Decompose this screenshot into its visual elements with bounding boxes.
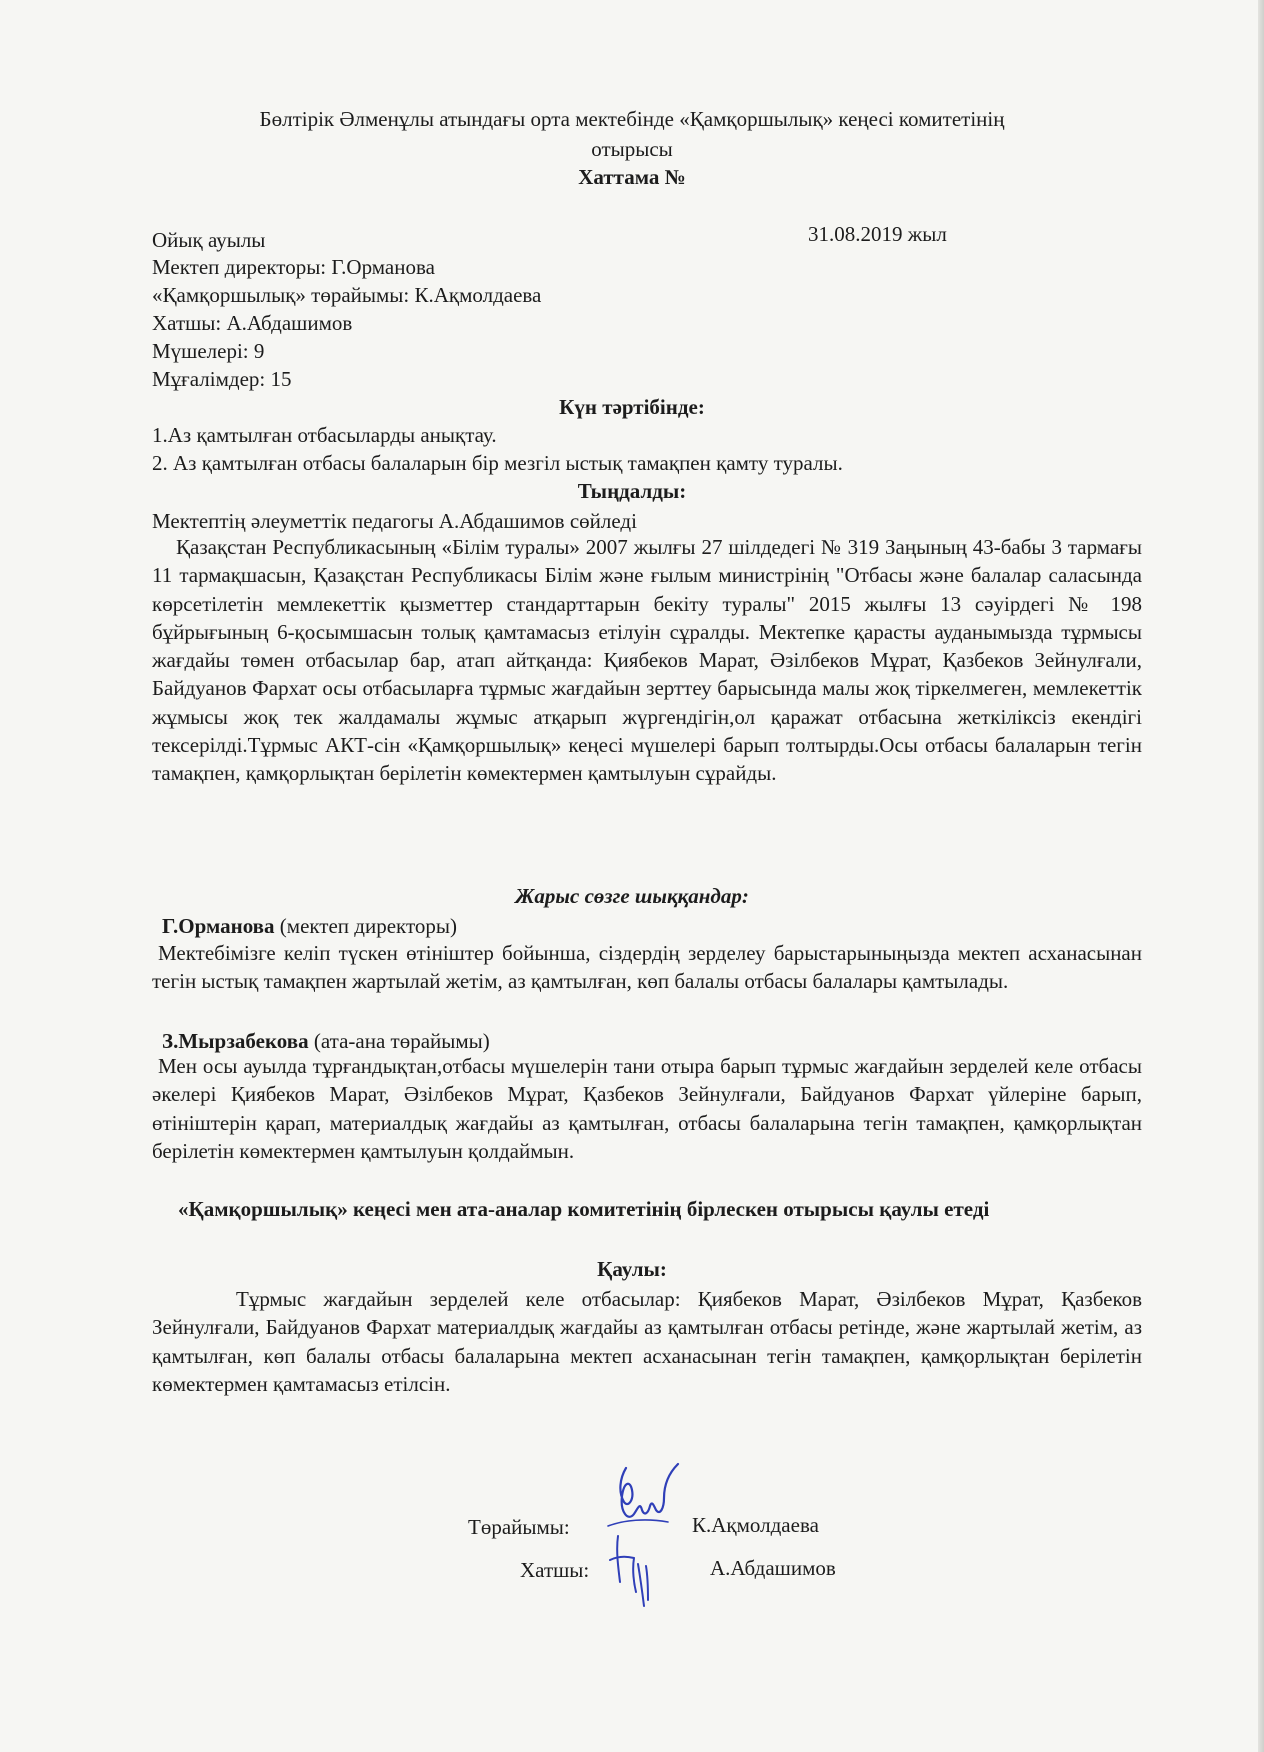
decision-body — [152, 1285, 1142, 1398]
secretary-signature-label: Хатшы: — [520, 1558, 590, 1582]
protocol-number: Хаттама № — [578, 165, 686, 189]
listened-speaker: Мектептің әлеуметтік педагогы А.Абдашимов сөйледі — [152, 509, 637, 533]
agenda-item-1: 1.Аз қамтылған отбасыларды анықтау. — [152, 423, 497, 447]
speaker1-body — [152, 939, 1142, 996]
chair-signature-name: К.Ақмолдаева — [692, 1513, 819, 1537]
meeting-date: 31.08.2019 жыл — [808, 222, 947, 246]
secretary-signature-name: А.Абдашимов — [710, 1556, 836, 1580]
speaker1-name: Г.Орманова — [162, 914, 275, 938]
debate-heading: Жарыс сөзге шыққандар: — [515, 884, 749, 908]
village: Ойық ауылы — [152, 228, 266, 252]
members-line: Мүшелері: 9 — [152, 339, 265, 363]
listened-body — [152, 533, 1142, 788]
speaker1-role: (мектеп директоры) — [274, 914, 457, 938]
speaker2-body — [152, 1052, 1142, 1165]
decision-text: Тұрмыс жағдайын зерделей келе отбасылар: Қиябеков Марат, Әзілбеков Мұрат, Қазбеков Зейнулғали, Байдуанов Фархат материалдық жағдайы аз қамтылған отбасы ретінде, және жартылай жетім, аз қамтылған, көп балалы отбасы балаларына мектеп асханасынан тегін тамақпен, қамқорлықтан берілетін көмектермен қамтамасыз етілсін. — [152, 1287, 1142, 1396]
listened-heading: Тыңдалды: — [577, 479, 687, 503]
agenda-item-2: 2. Аз қамтылған отбасы балаларын бір мезгіл ыстық тамақпен қамту туралы. — [152, 451, 843, 475]
chair-line: «Қамқоршылық» төрайымы: К.Ақмолдаева — [152, 283, 542, 307]
listened-paragraph: Қазақстан Республикасының «Білім туралы» 2007 жылғы 27 шілдедегі № 319 Заңының 43-бабы 3 тармағы 11 тармақшасын, Қазақстан Республикасы Білім және ғылым министрінің "Отбасы және балалар саласында көрсетілетін мемлекеттік қызметтер стандарттарын бекіту туралы" 2015 жылғы 13 сәуірдегі № 198 бұйрығының 6-қосымшасын толық қамтамасыз етілуін сұралды. Мектепке қарасты ауданымызда тұрмысы жағдайы төмен отбасылар бар, атап айтқанда: Қиябеков Марат, Әзілбеков Мұрат, Қазбеков Зейнулғали, Байдуанов Фархат осы отбасыларға тұрмыс жағдайын зерттеу барысында малы жоқ тіркелмеген, мемлекеттік жұмысы жоқ тек жалдамалы жұмыс атқарып жүргендігін,ол қаражат отбасына жеткіліксіз екендігі тексерілді.Тұрмыс АКТ-сін «Қамқоршылық» кеңесі мүшелері барып толтырды.Осы отбасы балаларын тегін тамақпен, қамқорлықтан берілетін көмектермен қамтылуын сұрайды. — [152, 535, 1142, 786]
teachers-line: Мұғалімдер: 15 — [152, 367, 292, 391]
resolution-intro-block — [152, 1195, 1142, 1224]
resolution-intro: «Қамқоршылық» кеңесі мен ата-аналар комитетінің бірлескен отырысы қаулы етеді — [178, 1197, 990, 1221]
decision-heading: Қаулы: — [597, 1257, 667, 1281]
secretary-signature-mark — [604, 1530, 664, 1610]
speaker1-header — [162, 913, 457, 939]
scan-edge — [1258, 0, 1264, 1752]
document-title-line1: Бөлтірік Әлменұлы атындағы орта мектебінде «Қамқоршылық» кеңесі комитетінің — [259, 107, 1005, 131]
director-line: Мектеп директоры: Г.Орманова — [152, 255, 435, 279]
speaker2-role: (ата-ана төрайымы) — [308, 1029, 490, 1053]
secretary-line: Хатшы: А.Абдашимов — [152, 311, 353, 335]
speaker2-name: З.Мырзабекова — [162, 1029, 309, 1053]
document-title-line2: отырысы — [591, 137, 673, 161]
speaker1-text: Мектебімізге келіп түскен өтініштер бойынша, сіздердің зерделеу барыстарыныңызда мектеп асханасынан тегін ыстық тамақпен жартылай жетім, аз қамтылған, көп балалы отбасы балалары қамтылады. — [152, 941, 1142, 994]
agenda-heading: Күн тәртібінде: — [559, 395, 705, 419]
speaker2-header — [162, 1028, 490, 1054]
chair-signature-label: Төрайымы: — [468, 1515, 570, 1539]
speaker2-text: Мен осы ауылда тұрғандықтан,отбасы мүшелерін тани отыра барып тұрмыс жағдайын зерделей келе отбасы әкелері Қиябеков Марат, Әзілбеков Мұрат, Қазбеков Зейнулғали, Байдуанов Фархат үйлеріне барып, өтініштерін қарап, материалдық жағдайы аз қамтылған, отбасы балаларына тегін тамақпен, қамқорлықтан берілетін көмектермен қамтылуын қолдаймын. — [152, 1054, 1142, 1163]
